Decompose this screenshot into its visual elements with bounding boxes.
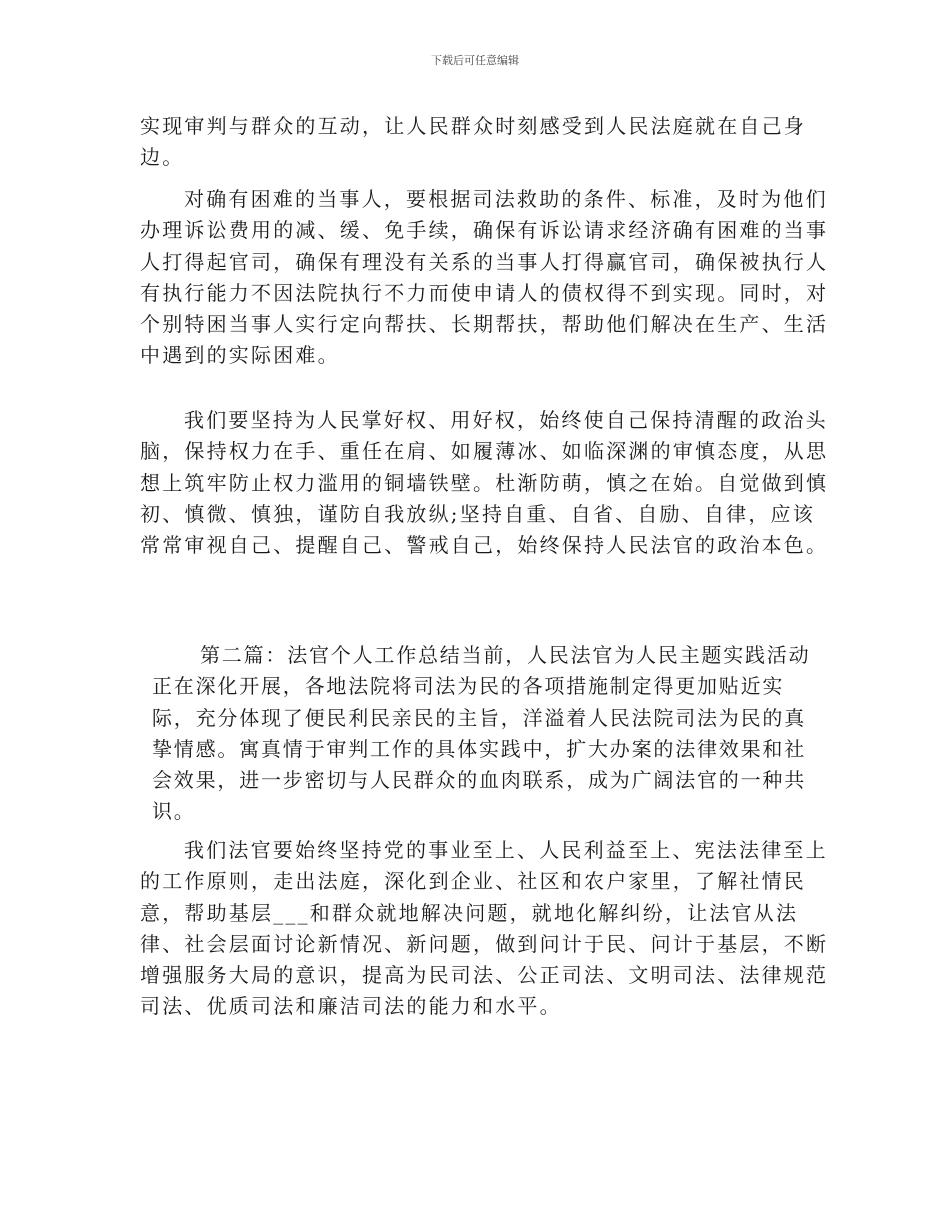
paragraph-power-use: 我们要坚持为人民掌好权、用好权，始终使自己保持清醒的政治头脑，保持权力在手、重任在肩、如履薄冰、如临深渊的审慎态度，从思想上筑牢防止权力滥用的铜墙铁壁。杜渐防萌，慎之在始。自觉做到慎初、慎微、慎独，谨防自我放纵;坚持自重、自省、自励、自律，应该常常审视自己、提醒自己、警戒自己，始终保持人民法官的政治本色。 [140,408,829,558]
paragraph-work-principles: 我们法官要始终坚持党的事业至上、人民利益至上、宪法法律至上的工作原则，走出法庭，深化到企业、社区和农户家里，了解社情民意，帮助基层___和群众就地解决问题，就地化解纠纷，让法官从法律、社会层面讨论新情况、新问题，做到问计于民、问计于基层，不断增强服务大局的意识，提高为民司法、公正司法、文明司法、法律规范司法、优质司法和廉洁司法的能力和水平。 [140,838,829,1019]
page-header: 下载后可任意编辑 [431,54,519,67]
paragraph-second-chapter: 第二篇：法官个人工作总结当前，人民法官为人民主题实践活动正在深化开展，各地法院将司法为民的各项措施制定得更加贴近实际，充分体现了便民利民亲民的主旨，洋溢着人民法院司法为民的真挚情感。寓真情于审判工作的具体实践中，扩大办案的法律效果和社会效果，进一步密切与人民群众的血肉联系，成为广阔法官的一种共识。 [152,643,811,824]
paragraph-judicial-aid: 对确有困难的当事人，要根据司法救助的条件、标准，及时为他们办理诉讼费用的减、缓、免手续，确保有诉讼请求经济确有困难的当事人打得起官司，确保有理没有关系的当事人打得赢官司，确保被执行人有执行能力不因法院执行不力而使申请人的债权得不到实现。同时，对个别特困当事人实行定向帮扶、长期帮扶，帮助他们解决在生产、生活中遇到的实际困难。 [140,187,829,368]
paragraph-continuation: 实现审判与群众的互动，让人民群众时刻感受到人民法庭就在自己身边。 [140,114,806,170]
